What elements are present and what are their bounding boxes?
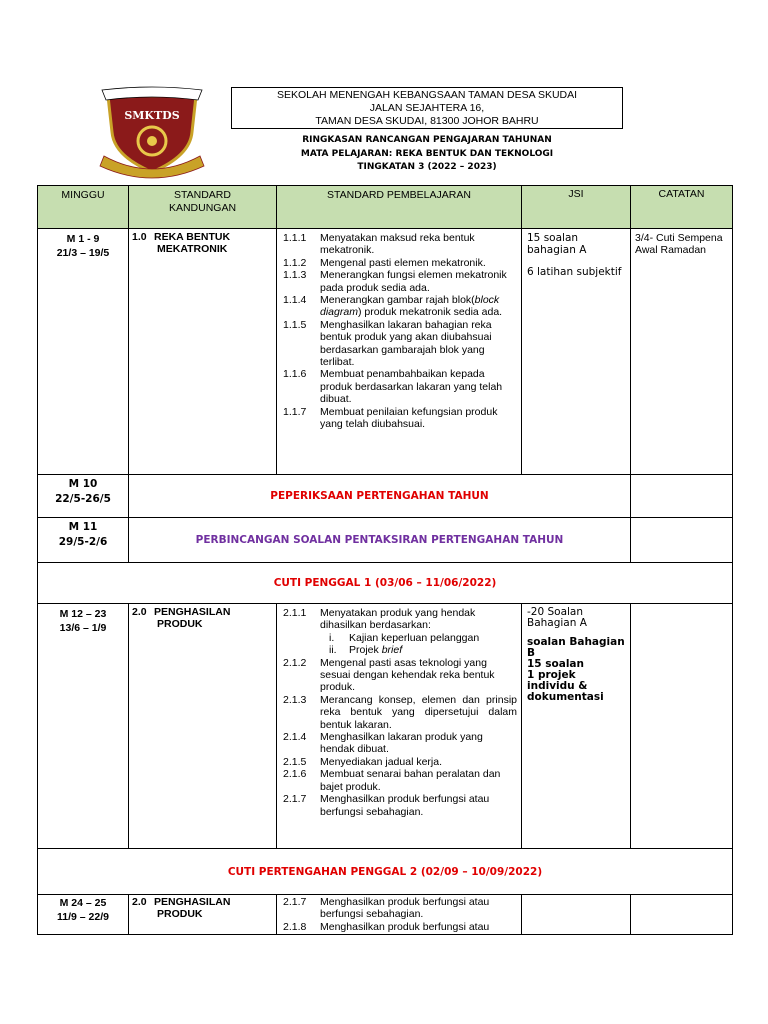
- item-text: Menyediakan jadual kerja.: [320, 755, 442, 768]
- item-text: Menerangkan fungsi elemen mekatronik pada produk sedia ada.: [320, 269, 507, 294]
- week-range: M 11: [68, 521, 98, 533]
- jsi-line: 15 soalan bahagian A: [527, 232, 587, 256]
- week-range: M 10: [68, 478, 98, 490]
- item-text: Menghasilkan produk berfungsi atau berfungsi sebahagian.: [320, 896, 490, 921]
- form-title: TINGKATAN 3 (2022 – 2023): [357, 162, 497, 172]
- sub-item-text: [349, 644, 402, 656]
- jsi-line: soalan Bahagian B: [527, 636, 625, 659]
- catatan-cell: 3/4- Cuti Sempena Awal Ramadan: [631, 229, 733, 475]
- document-title: RINGKASAN RANCANGAN PENGAJARAN TAHUNAN: [302, 135, 552, 145]
- lesson-plan-table: [37, 185, 733, 935]
- list-item: [283, 768, 517, 793]
- header-jsi: JSI: [522, 186, 631, 229]
- week-range: M 24 – 25: [59, 897, 107, 909]
- sk-title-line2: MEKATRONIK: [157, 243, 228, 255]
- sub-item-text: Kajian keperluan pelanggan: [349, 631, 480, 644]
- list-item: [283, 756, 517, 768]
- list-item: [283, 694, 517, 731]
- item-code: 1.1.7: [283, 405, 307, 418]
- standard-kandungan-cell: [129, 895, 277, 935]
- item-code: 1.1.4: [283, 294, 307, 307]
- jsi-line: dokumentasi: [527, 691, 604, 703]
- sk-title-line1: PENGHASILAN: [154, 896, 231, 908]
- jsi-line: -20 Soalan Bahagian A: [527, 606, 587, 629]
- list-item: [283, 607, 517, 632]
- item-text: Menghasilkan lakaran bahagian reka bentuk produk yang akan diubahsuai berdasarkan gambarajah blok yang terlibat.: [320, 318, 492, 369]
- date-range: 13/6 – 1/9: [59, 622, 107, 634]
- header-minggu: MINGGU: [38, 186, 129, 229]
- list-item: [283, 896, 517, 921]
- item-code: 2.1.6: [283, 768, 307, 781]
- sk-title-line2: PRODUK: [157, 618, 203, 630]
- minggu-cell: [38, 229, 129, 475]
- item-text: Menghasilkan lakaran produk yang hendak dibuat.: [320, 731, 483, 756]
- week-range: M 1 - 9: [66, 233, 100, 245]
- jsi-line: 15 soalan: [527, 658, 584, 670]
- table-header-row: [38, 186, 733, 229]
- item-text: Merancang konsep, elemen dan prinsip reka bentuk yang dipersetujui dalam bentuk lakaran.: [320, 693, 517, 731]
- catatan-cell: [631, 895, 733, 935]
- item-text: Mengenal pasti asas teknologi yang sesuai dengan kehendak reka bentuk produk.: [320, 656, 495, 694]
- item-code: 1.1.3: [283, 269, 307, 282]
- item-code: 2.1.5: [283, 755, 307, 768]
- school-address-line1: JALAN SEJAHTERA 16,: [369, 102, 485, 114]
- catatan-cell: [631, 518, 733, 563]
- item-code: 1.1.2: [283, 256, 307, 269]
- item-text: Membuat penilaian kefungsian produk yang telah diubahsuai.: [320, 405, 498, 431]
- standard-kandungan-cell: [129, 604, 277, 849]
- date-range: 11/9 – 22/9: [57, 911, 109, 923]
- table-row-m11: [38, 518, 733, 563]
- list-item: [283, 921, 517, 933]
- item-text: Membuat penambahbaikan kepada produk berdasarkan lakaran yang telah dibuat.: [320, 368, 503, 406]
- list-item: [283, 319, 517, 369]
- item-text: Mengenal pasti elemen mekatronik.: [320, 256, 486, 269]
- discussion-banner: PERBINCANGAN SOALAN PENTAKSIRAN PERTENGAHAN TAHUN: [129, 518, 631, 563]
- item-code: 2.1.7: [283, 793, 307, 806]
- table-row-m12-23: [38, 604, 733, 849]
- header-standard-kandungan: [129, 186, 277, 229]
- week-range: M 12 – 23: [59, 608, 107, 620]
- standard-pembelajaran-cell: [277, 895, 522, 935]
- list-item: [283, 793, 517, 818]
- item-code: 1.1.6: [283, 368, 307, 381]
- list-item: [283, 731, 517, 756]
- sub-item-text-italic: brief: [381, 644, 403, 657]
- item-text: Menyatakan produk yang hendak dihasilkan berdasarkan:: [320, 607, 476, 632]
- sk-number: 2.0: [132, 606, 147, 618]
- document-titles: [231, 134, 623, 175]
- standard-pembelajaran-cell: [277, 604, 522, 849]
- item-text: [320, 294, 517, 319]
- jsi-line: 6 latihan subjektif: [527, 266, 622, 278]
- table-row-m24-25: [38, 895, 733, 935]
- table-row-m10: [38, 475, 733, 518]
- jsi-line: 1 projek individu &: [527, 669, 588, 692]
- sub-item: [283, 632, 517, 644]
- school-crest-logo: [94, 86, 210, 180]
- sk-title-line2: PRODUK: [157, 908, 203, 920]
- standard-kandungan-cell: [129, 229, 277, 475]
- header-standard-pembelajaran: STANDARD PEMBELAJARAN: [277, 186, 522, 229]
- sk-title-line1: REKA BENTUK: [154, 231, 231, 243]
- item-code: 2.1.7: [283, 896, 307, 908]
- table-row-m1-9: [38, 229, 733, 475]
- item-code: 1.1.1: [283, 232, 307, 244]
- list-item: [283, 257, 517, 269]
- catatan-cell: [631, 604, 733, 849]
- item-text: Menghasilkan produk berfungsi atau berfungsi sebahagian.: [320, 793, 490, 818]
- list-item: [283, 269, 517, 294]
- school-address-line2: TAMAN DESA SKUDAI, 81300 JOHOR BAHRU: [315, 115, 539, 127]
- header-sk-line1: STANDARD: [174, 189, 231, 201]
- sk-number: 1.0: [132, 231, 147, 243]
- item-text-italic: block diagram: [320, 294, 500, 319]
- header-sk-line2: KANDUNGAN: [168, 202, 237, 214]
- date-range: 22/5-26/5: [55, 493, 111, 505]
- sub-item-text-part: Projek: [349, 644, 382, 657]
- jsi-cell: [522, 895, 631, 935]
- school-address-box: [231, 87, 623, 129]
- exam-banner: PEPERIKSAAN PERTENGAHAN TAHUN: [129, 475, 631, 518]
- minggu-cell: [38, 518, 129, 563]
- subject-title: MATA PELAJARAN: REKA BENTUK DAN TEKNOLOGI: [300, 148, 554, 159]
- item-code: 2.1.1: [283, 607, 307, 619]
- item-text-part: ) produk mekatronik sedia ada.: [357, 306, 503, 319]
- item-code: 2.1.8: [283, 920, 307, 933]
- logo-text: SMKTDS: [124, 109, 180, 122]
- school-name: SEKOLAH MENENGAH KEBANGSAAN TAMAN DESA SKUDAI: [276, 89, 578, 101]
- date-range: 29/5-2/6: [58, 536, 108, 548]
- list-item: [283, 406, 517, 431]
- holiday-banner: CUTI PERTENGAHAN PENGGAL 2 (02/09 – 10/09/2022): [38, 849, 733, 895]
- list-item: [283, 294, 517, 319]
- header-catatan: CATATAN: [631, 186, 733, 229]
- jsi-cell: [522, 229, 631, 475]
- catatan-cell: [631, 475, 733, 518]
- item-code: 2.1.3: [283, 693, 307, 706]
- table-row-holiday-2: [38, 849, 733, 895]
- jsi-cell: [522, 604, 631, 849]
- sk-title-line1: PENGHASILAN: [154, 606, 231, 618]
- sk-number: 2.0: [132, 896, 147, 908]
- sub-item-numeral: ii.: [329, 644, 337, 657]
- item-code: 2.1.2: [283, 656, 307, 669]
- item-code: 2.1.4: [283, 731, 307, 744]
- sub-item-numeral: i.: [329, 631, 335, 644]
- item-text: Membuat senarai bahan peralatan dan bajet produk.: [320, 768, 501, 793]
- minggu-cell: [38, 895, 129, 935]
- holiday-banner: CUTI PENGGAL 1 (03/06 – 11/06/2022): [38, 563, 733, 604]
- list-item: [283, 657, 517, 694]
- sub-item: [283, 644, 517, 656]
- item-text: Menyatakan maksud reka bentuk mekatronik.: [320, 232, 475, 257]
- list-item: [283, 368, 517, 405]
- minggu-cell: [38, 604, 129, 849]
- item-text: Menghasilkan produk berfungsi atau: [320, 920, 490, 933]
- list-item: [283, 232, 517, 257]
- table-row-holiday-1: [38, 563, 733, 604]
- standard-pembelajaran-cell: [277, 229, 522, 475]
- item-code: 1.1.5: [283, 318, 307, 331]
- date-range: 21/3 – 19/5: [56, 247, 110, 259]
- item-text-part: Menerangkan gambar rajah blok(: [320, 294, 475, 307]
- minggu-cell: [38, 475, 129, 518]
